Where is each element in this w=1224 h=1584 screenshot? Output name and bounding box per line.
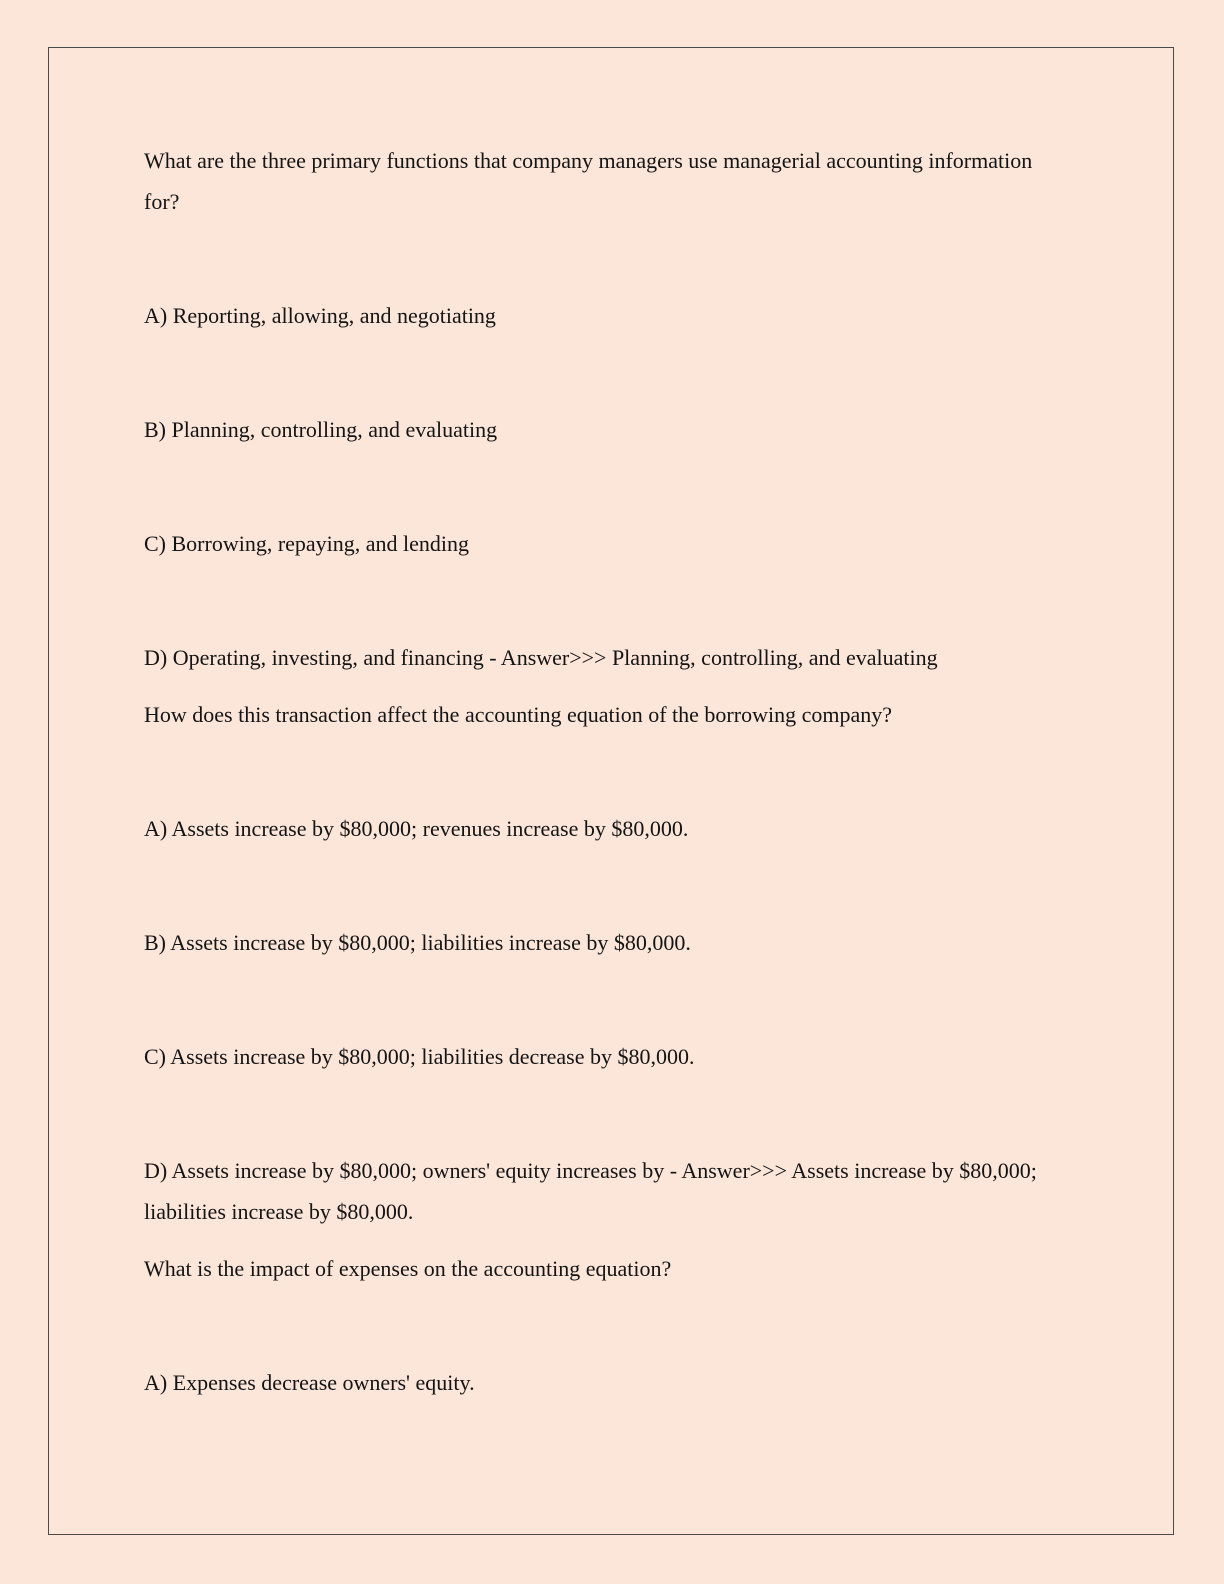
paragraph: A) Assets increase by $80,000; revenues increase by $80,000.: [144, 816, 689, 841]
spacer: [144, 450, 1044, 523]
paragraph: C) Assets increase by $80,000; liabilities decrease by $80,000.: [144, 1044, 695, 1069]
spacer: [144, 678, 1044, 694]
spacer: [144, 963, 1044, 1036]
spacer: [144, 849, 1044, 922]
document-body: [144, 140, 1044, 1403]
paragraph: How does this transaction affect the accounting equation of the borrowing company?: [144, 702, 892, 727]
spacer: [144, 564, 1044, 637]
paragraph: D) Operating, investing, and financing - Answer>>> Planning, controlling, and evaluating: [144, 645, 938, 670]
paragraph: What is the impact of expenses on the accounting equation?: [144, 1256, 672, 1281]
spacer: [144, 336, 1044, 409]
spacer: [144, 1289, 1044, 1362]
paragraph: B) Planning, controlling, and evaluating: [144, 417, 498, 442]
spacer: [144, 1077, 1044, 1150]
paragraph: D) Assets increase by $80,000; owners' equity increases by - Answer>>> Assets increase by $80,000; liabilities increase by $80,000.: [144, 1158, 1037, 1224]
paragraph: B) Assets increase by $80,000; liabilities increase by $80,000.: [144, 930, 691, 955]
paragraph: C) Borrowing, repaying, and lending: [144, 531, 470, 556]
spacer: [144, 735, 1044, 808]
spacer: [144, 1232, 1044, 1248]
paragraph: What are the three primary functions that company managers use managerial accounting information for?: [144, 148, 1033, 214]
paragraph: A) Expenses decrease owners' equity.: [144, 1370, 475, 1395]
spacer: [144, 222, 1044, 295]
paragraph: A) Reporting, allowing, and negotiating: [144, 303, 496, 328]
